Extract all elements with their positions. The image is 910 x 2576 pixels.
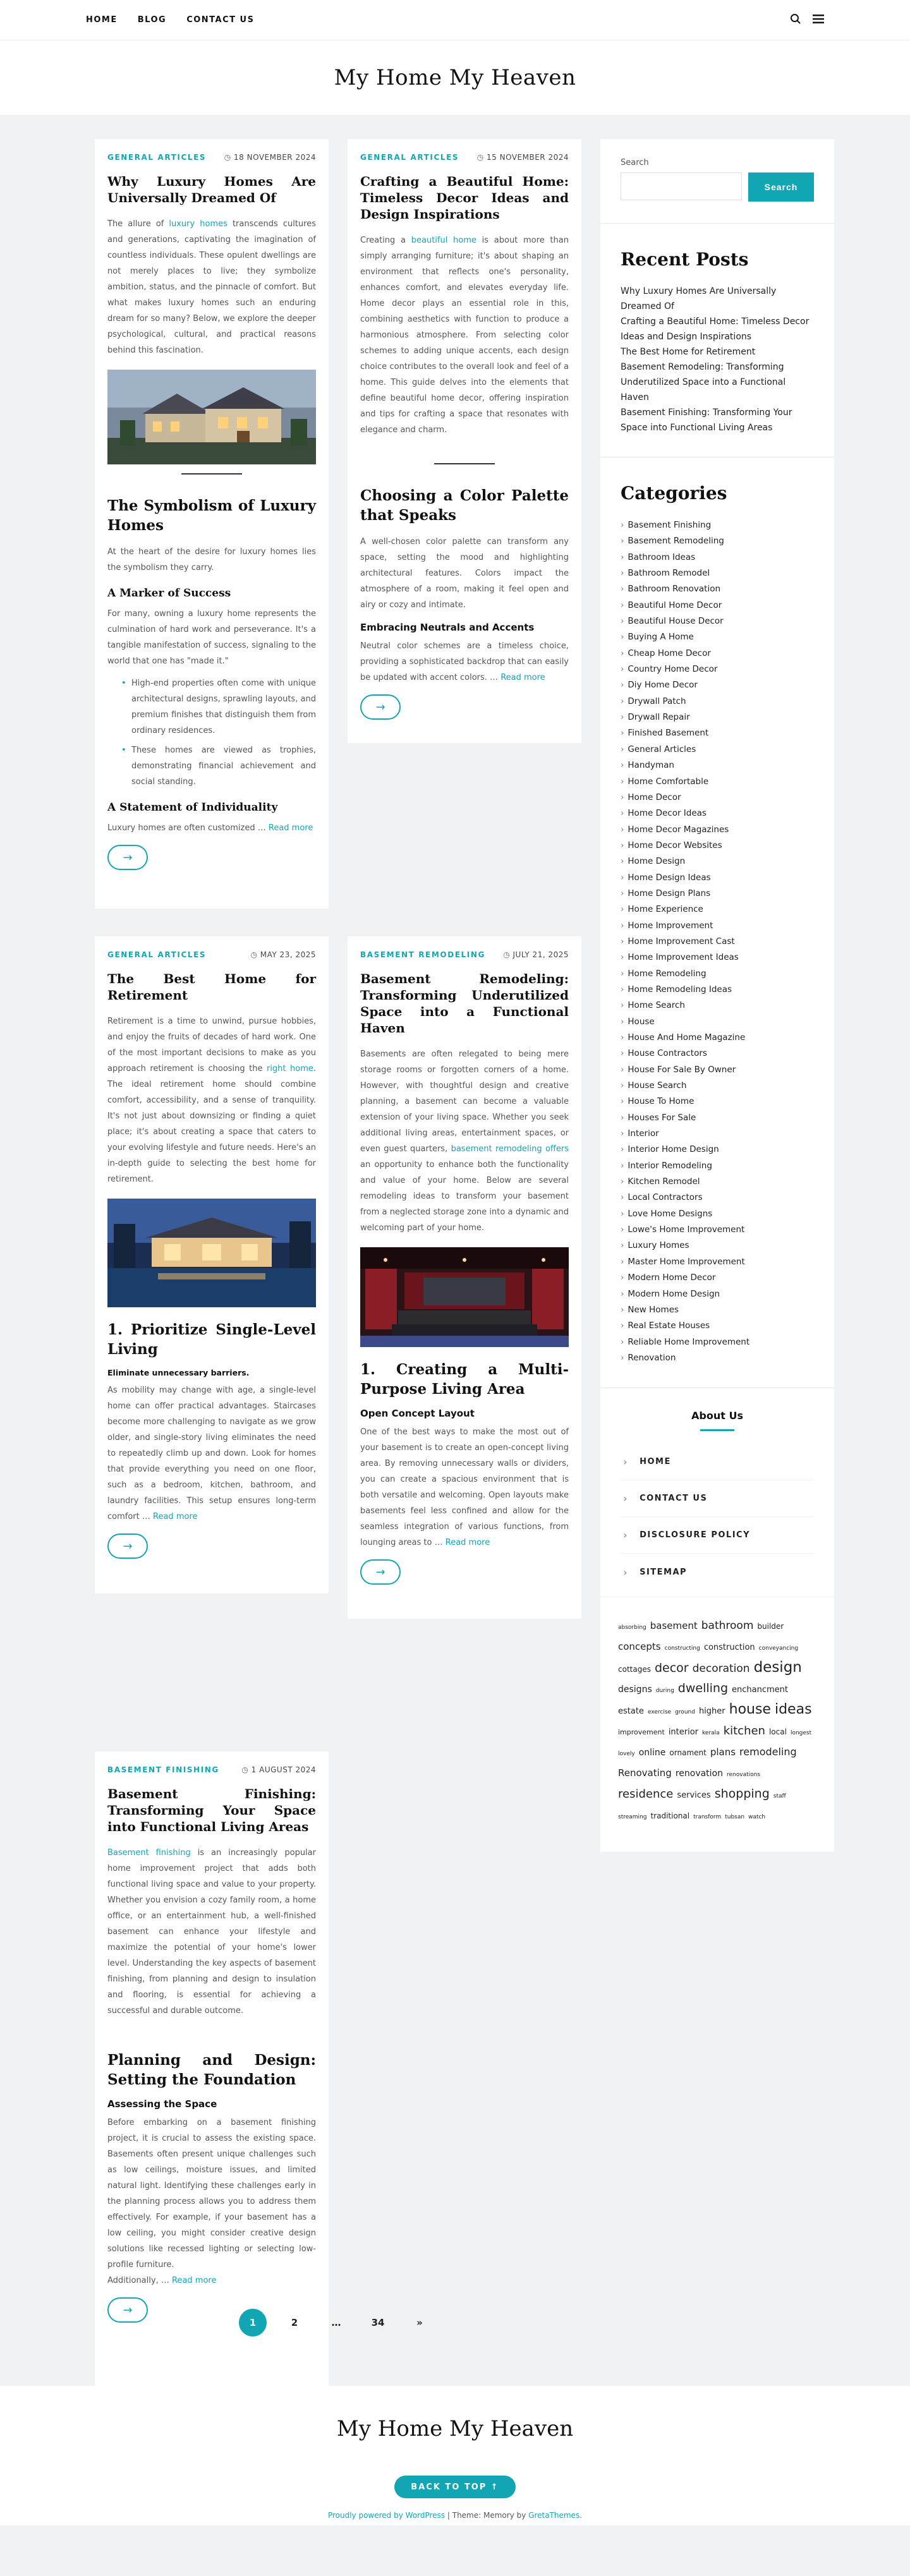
tag-link[interactable]: services [677, 1791, 711, 1801]
post-paragraph [107, 1382, 316, 1525]
post-heading: Planning and Design: Setting the Foundation [107, 2052, 316, 2088]
tag-link[interactable]: conveyancing [758, 1645, 799, 1652]
post-heading: 1. Creating a Multi-Purpose Living Area [360, 1361, 569, 1398]
category-link[interactable]: › Home Remodeling [621, 966, 814, 982]
tag-link[interactable]: traditional [650, 1811, 690, 1821]
tag-link[interactable]: improvement [618, 1728, 665, 1737]
tag-link[interactable]: ornament [669, 1748, 707, 1758]
post-title[interactable]: Basement Remodeling: Transforming Underutilized Space into a Functional Haven [360, 971, 569, 1036]
category-link[interactable]: › Drywall Patch [621, 694, 814, 710]
search-widget [600, 139, 834, 224]
excerpt-text: As mobility may change with age, a single-level home can offer practical advantages. Staircases become more challenging to navigate as we grow older, and single-story living eliminates the need to repeatedly climb up and down. Look for homes that provide everything you need on one floor, such as a bedroom, kitchen, bathroom, and laundry facilities. This setup ensures long-term comfort … [107, 1386, 316, 1521]
tag-link[interactable]: plans [710, 1746, 736, 1758]
post-excerpt [360, 1046, 569, 1236]
category-link[interactable]: › Home Design Ideas [621, 870, 814, 886]
category-link[interactable]: › Finished Basement [621, 725, 814, 741]
arrow-right-icon: → [375, 700, 385, 714]
post-date[interactable]: ◷ MAY 23, 2025 [250, 950, 316, 959]
category-list [621, 517, 814, 1366]
post-paragraph [107, 2273, 316, 2289]
site-footer [0, 2386, 910, 2525]
chevron-right-icon: › [623, 1566, 629, 1578]
post-subheading: Embracing Neutrals and Accents [360, 622, 535, 633]
tag-link[interactable]: Renovating [618, 1767, 672, 1779]
category-link[interactable]: › Home Decor Ideas [621, 806, 814, 821]
category-link[interactable]: › Diy Home Decor [621, 677, 814, 693]
tag-link[interactable]: basement [650, 1620, 698, 1632]
category-link[interactable]: › Interior Home Design [621, 1142, 814, 1158]
tag-link[interactable]: ideas [774, 1702, 812, 1718]
post-title[interactable]: The Best Home for Retirement [107, 971, 316, 1003]
tag-link[interactable]: enchancment [732, 1685, 789, 1695]
category-link[interactable]: › Bathroom Renovation [621, 581, 814, 597]
arrow-right-icon: → [123, 850, 133, 864]
post-subheading: Open Concept Layout [360, 1408, 475, 1419]
tag-link[interactable]: during [655, 1688, 674, 1695]
excerpt-text: Luxury homes are often customized … [107, 823, 266, 833]
search-button[interactable]: Search [748, 172, 814, 202]
category-link[interactable]: › New Homes [621, 1302, 814, 1318]
recent-post-link[interactable]: The Best Home for Retirement [621, 347, 756, 357]
category-link[interactable]: › Home Decor [621, 790, 814, 806]
excerpt-text: The allure of [107, 219, 164, 229]
tag-link[interactable]: remodeling [739, 1746, 797, 1758]
post-excerpt [107, 216, 316, 358]
category-link[interactable]: › Lowe's Home Improvement [621, 1222, 814, 1238]
arrow-right-icon: → [123, 1539, 133, 1553]
category-link[interactable]: › Reliable Home Improvement [621, 1334, 814, 1350]
category-link[interactable]: › Home Remodeling Ideas [621, 982, 814, 998]
post-category[interactable]: GENERAL ARTICLES [107, 950, 207, 959]
tag-link[interactable]: renovation [675, 1769, 723, 1779]
category-link[interactable]: › Buying A Home [621, 629, 814, 645]
wordpress-link[interactable]: Proudly powered by WordPress [327, 2511, 446, 2520]
tag-link[interactable]: watch [748, 1814, 766, 1821]
about-link-label: HOME [640, 1457, 671, 1467]
post-card [95, 139, 329, 909]
read-more-link[interactable]: Read more [445, 1538, 490, 1547]
category-link[interactable]: › Modern Home Design [621, 1286, 814, 1302]
tag-link[interactable]: estate [618, 1707, 644, 1717]
read-more-link[interactable]: Read more [153, 1512, 198, 1521]
content-area [95, 115, 815, 2386]
post-subheading: A Statement of Individuality [107, 801, 278, 814]
excerpt-text: One of the best ways to make the most out of your basement is to create an open-concept living area. By removing unnecessary walls or dividers, you can create a spacious environment that is both versatile and welcoming. Open layouts make basements feel less confined and allow for the seamless integration of various functions, from lounging areas to … [360, 1427, 569, 1547]
post-excerpt [107, 1845, 316, 2019]
post-title[interactable]: Why Luxury Homes Are Universally Dreamed Of [107, 174, 316, 205]
post-subheading: Eliminate unnecessary barriers. [107, 1368, 250, 1377]
category-link[interactable]: › Real Estate Houses [621, 1318, 814, 1334]
excerpt-text: Additionally, … [107, 2276, 169, 2285]
post-heading: Choosing a Color Palette that Speaks [360, 487, 569, 524]
category-link[interactable]: › Home Comfortable [621, 774, 814, 790]
about-link-home[interactable] [621, 1444, 814, 1480]
tag-link[interactable]: residence [618, 1787, 674, 1801]
post-title[interactable]: Basement Finishing: Transforming Your Space into Functional Living Areas [107, 1786, 316, 1834]
post-paragraph: For many, owning a luxury home represents the culmination of hard work and perseverance. It's a tangible manifestation of success, signaling to the world that one has "made it." [107, 609, 316, 666]
category-link[interactable]: › Kitchen Remodel [621, 1174, 814, 1190]
page-link[interactable]: 2 [291, 2317, 298, 2328]
credit-text: | Theme: Memory by [445, 2511, 529, 2520]
theme-author-link[interactable]: GretaThemes [528, 2511, 580, 2520]
category-link[interactable]: › Beautiful House Decor [621, 614, 814, 629]
chevron-right-icon: › [623, 1456, 629, 1468]
search-label: Search [621, 158, 649, 167]
excerpt-text: Basements are often relegated to being mere storage rooms or forgotten corners of a home. However, with thoughtful design and creative planning, a basement can become a valuable extension of your living space. Whether you seek additional living areas, entertainment spaces, or even guest quarters, [360, 1049, 569, 1154]
tag-link[interactable]: transform [693, 1814, 722, 1821]
post-heading: 1. Prioritize Single-Level Living [107, 1321, 316, 1358]
post-date[interactable]: ◷ 15 NOVEMBER 2024 [477, 153, 569, 162]
about-link-label: CONTACT US [640, 1494, 708, 1504]
tag-link[interactable]: decor [654, 1661, 689, 1676]
tag-link[interactable]: construction [703, 1643, 755, 1653]
tag-link[interactable]: kerala [702, 1730, 720, 1737]
post-thumbnail[interactable] [107, 370, 316, 464]
post-card [348, 139, 581, 743]
tag-link[interactable]: constructing [664, 1645, 700, 1652]
category-link[interactable]: › Renovation [621, 1350, 814, 1366]
tag-link[interactable]: higher [698, 1707, 725, 1717]
about-link-sitemap[interactable] [621, 1554, 814, 1590]
divider [434, 463, 495, 464]
post-card [95, 936, 329, 1593]
category-link[interactable]: › Home Decor Websites [621, 838, 814, 854]
category-link[interactable]: › General Articles [621, 742, 814, 758]
category-link[interactable]: › Love Home Designs [621, 1206, 814, 1222]
tag-link[interactable]: streaming [618, 1814, 647, 1821]
post-paragraph: A well-chosen color palette can transform any space, setting the mood and highlighting architectural features. Colors impact the atmosphere of a room, making it feel open and airy or cozy and intimate. [360, 537, 569, 610]
tag-link[interactable]: absorbing [618, 1624, 646, 1631]
excerpt-text: . The ideal retirement home should combine comfort, accessibility, and a sense of tranquility. It's not just about downsizing or finding a quiet place; it's about creating a space that caters to your evolving lifestyle and future needs. Here's an in-depth guide to selecting the best home for retirement. [107, 1064, 316, 1184]
tag-link[interactable]: ground [675, 1709, 695, 1716]
post-thumbnail[interactable] [360, 1247, 569, 1347]
post-category[interactable]: GENERAL ARTICLES [360, 153, 459, 162]
category-link[interactable]: › Modern Home Decor [621, 1270, 814, 1286]
inline-link[interactable]: beautiful home [411, 236, 476, 245]
search-input[interactable] [621, 172, 742, 200]
category-link[interactable]: › Home Improvement Ideas [621, 950, 814, 965]
inline-link[interactable]: Basement finishing [107, 1848, 191, 1858]
tag-link[interactable]: house [729, 1702, 771, 1718]
recent-post-link[interactable]: Why Luxury Homes Are Universally Dreamed Of [621, 286, 777, 311]
tag-link[interactable]: local [768, 1727, 787, 1737]
post-excerpt [360, 233, 569, 438]
pagination [95, 2309, 578, 2337]
continue-arrow-button[interactable] [360, 1559, 401, 1585]
category-link[interactable]: › Home Design Plans [621, 886, 814, 902]
about-link-contact[interactable] [621, 1480, 814, 1517]
menu-icon[interactable] [813, 14, 824, 27]
recent-post-link[interactable]: Crafting a Beautiful Home: Timeless Decor Ideas and Design Inspirations [621, 317, 810, 342]
post-title[interactable]: Crafting a Beautiful Home: Timeless Decor Ideas and Design Inspirations [360, 174, 569, 222]
page-link[interactable]: 34 [371, 2317, 385, 2328]
site-title[interactable]: My Home My Heaven [334, 65, 576, 90]
post-date[interactable]: ◷ 1 AUGUST 2024 [241, 1765, 316, 1774]
category-link[interactable]: › Bathroom Ideas [621, 550, 814, 565]
credit-text: . [579, 2511, 583, 2520]
category-link[interactable]: › Home Improvement [621, 918, 814, 934]
category-link[interactable]: › Master Home Improvement [621, 1254, 814, 1270]
category-link[interactable]: › Beautiful Home Decor [621, 598, 814, 614]
tag-link[interactable]: bathroom [701, 1619, 754, 1633]
tag-link[interactable]: renovations [727, 1772, 761, 1779]
nav-home[interactable]: HOME [86, 15, 118, 25]
excerpt-text: is an increasingly popular home improvement project that adds both functional living space and value to your property. Whether you envision a cozy family room, a home office, or an entertainment hub, a well-finished basement can enhance your lifestyle and maximize the potential of your home's lower level. Understanding the key aspects of basement finishing, from planning and design to insulation and flooring, is essential for achieving a successful and durable outcome. [107, 1848, 316, 2016]
category-link[interactable]: › House To Home [621, 1094, 814, 1110]
widget-title: About Us [691, 1410, 743, 1422]
tag-link[interactable]: longest [790, 1730, 812, 1737]
post-paragraph: Before embarking on a basement finishing project, it is crucial to assess the existing space. Basements often present unique challenges such as low ceilings, moisture issues, and limited natural light. Identifying these challenges early in the planning process allows you to address them effectively. For example, if your basement has a low ceiling, you might consider creative design solutions like recessed lighting or selecting low-profile furniture. [107, 2118, 316, 2270]
tag-link[interactable]: concepts [618, 1641, 661, 1653]
category-link[interactable]: › Drywall Repair [621, 710, 814, 725]
category-link[interactable]: › Home Decor Magazines [621, 822, 814, 838]
category-link[interactable]: › House Search [621, 1078, 814, 1094]
chevron-right-icon: › [623, 1492, 629, 1505]
widget-title: Recent Posts [621, 249, 749, 270]
category-link[interactable]: › House Contractors [621, 1046, 814, 1061]
tag-cloud [600, 1597, 834, 1852]
category-link[interactable]: › Home Improvement Cast [621, 934, 814, 950]
read-more-link[interactable]: Read more [171, 2276, 217, 2285]
widget-title: Categories [621, 483, 727, 504]
excerpt-text: Retirement is a time to unwind, pursue hobbies, and enjoy the fruits of decades of hard work. One of the most important decisions to make as you approach retirement is choosing the [107, 1017, 316, 1073]
page-ellipsis: … [331, 2317, 341, 2328]
page-current[interactable]: 1 [239, 2309, 267, 2337]
primary-menu [86, 15, 254, 25]
post-category[interactable]: BASEMENT FINISHING [107, 1765, 219, 1774]
post-date[interactable]: ◷ JULY 21, 2025 [503, 950, 569, 959]
category-link[interactable]: › Luxury Homes [621, 1238, 814, 1254]
category-link[interactable]: › Interior Remodeling [621, 1158, 814, 1174]
excerpt-text: Neutral color schemes are a timeless choice, providing a sophisticated backdrop that can easily be updated with accent colors. … [360, 641, 569, 682]
top-navbar [0, 0, 910, 40]
tag-link[interactable]: cottages [618, 1665, 651, 1674]
footer-site-title[interactable]: My Home My Heaven [336, 2416, 574, 2441]
post-subheading: A Marker of Success [107, 587, 231, 600]
tag-link[interactable]: exercise [647, 1709, 672, 1716]
sidebar [600, 139, 834, 1852]
post-date[interactable]: ◷ 18 NOVEMBER 2024 [224, 153, 316, 162]
inline-link[interactable]: basement remodeling offers [451, 1144, 569, 1154]
post-paragraph [360, 1424, 569, 1551]
category-link[interactable]: › Basement Finishing [621, 517, 814, 533]
continue-arrow-button[interactable] [360, 694, 401, 720]
inline-link[interactable]: right home [266, 1064, 313, 1073]
category-link[interactable]: › Basement Remodeling [621, 533, 814, 549]
nav-blog[interactable]: BLOG [137, 15, 167, 25]
divider [181, 473, 242, 475]
category-link[interactable]: › Bathroom Remodel [621, 565, 814, 581]
tag-link[interactable]: staff [773, 1793, 786, 1800]
category-link[interactable]: › Home Search [621, 998, 814, 1013]
tag-link[interactable]: design [753, 1659, 802, 1676]
category-link[interactable]: › Country Home Decor [621, 662, 814, 677]
post-paragraph [107, 820, 316, 836]
post-subheading: Assessing the Space [107, 2098, 217, 2110]
arrow-right-icon: → [375, 1565, 385, 1579]
excerpt-text: transcends cultures and generations, captivating the imagination of countless individuals. These opulent dwellings are not merely places to live; they symbolize ambition, status, and the pinnacle of comfort. But what makes luxury homes such an enduring dream for so many? Below, we explore the deeper psychological, cultural, and practical reasons behind this fascination. [107, 219, 316, 355]
post-paragraph: At the heart of the desire for luxury homes lies the symbolism they carry. [107, 547, 316, 572]
continue-arrow-button[interactable] [107, 845, 148, 870]
about-link-label: SITEMAP [640, 1567, 688, 1577]
bullet-list [131, 675, 316, 790]
post-category[interactable]: GENERAL ARTICLES [107, 153, 207, 162]
continue-arrow-button[interactable] [107, 1533, 148, 1559]
tag-link[interactable]: tubsan [725, 1814, 745, 1821]
category-link[interactable]: › House And Home Magazine [621, 1030, 814, 1046]
search-icon[interactable] [790, 13, 801, 27]
list-item: • These homes are viewed as trophies, demonstrating financial achievement and social standing. [131, 742, 316, 790]
tag-link[interactable]: designs [618, 1684, 652, 1695]
tag-link[interactable]: shopping [714, 1787, 770, 1801]
arrow-right-icon: → [123, 2303, 133, 2317]
footer-credit [0, 2511, 910, 2520]
post-card [95, 1751, 329, 2386]
category-link[interactable]: › Houses For Sale [621, 1110, 814, 1126]
title-underline [700, 1429, 734, 1431]
about-link-disclosure[interactable] [621, 1517, 814, 1554]
recent-post-link[interactable]: Basement Remodeling: Transforming Underutilized Space into a Functional Haven [621, 362, 786, 402]
tag-link[interactable]: builder [757, 1622, 784, 1631]
read-more-link[interactable]: Read more [268, 823, 313, 833]
recent-post-link[interactable]: Basement Finishing: Transforming Your Space into Functional Living Areas [621, 408, 792, 433]
tag-link[interactable]: online [638, 1748, 666, 1758]
post-category[interactable]: BASEMENT REMODELING [360, 950, 485, 959]
categories-widget [600, 457, 834, 1388]
inline-link[interactable]: luxury homes [169, 219, 228, 229]
about-widget [600, 1388, 834, 1597]
category-link[interactable]: › Cheap Home Decor [621, 646, 814, 662]
tag-link[interactable]: decoration [692, 1662, 750, 1676]
back-to-top-button[interactable]: BACK TO TOP ↑ [394, 2476, 516, 2498]
chevron-right-icon: › [623, 1529, 629, 1542]
category-link[interactable]: › Home Experience [621, 902, 814, 917]
recent-posts-widget [600, 224, 834, 457]
site-branding [0, 40, 910, 115]
nav-contact-us[interactable]: CONTACT US [186, 15, 255, 25]
read-more-link[interactable]: Read more [500, 673, 545, 682]
excerpt-text: Creating a [360, 236, 406, 245]
category-link[interactable]: › Local Contractors [621, 1190, 814, 1206]
category-link[interactable]: › House For Sale By Owner [621, 1062, 814, 1078]
tag-link[interactable]: interior [668, 1727, 699, 1738]
post-excerpt [107, 1013, 316, 1187]
list-item: • High-end properties often come with unique architectural designs, sprawling layouts, and premium finishes that distinguish them from ordinary residences. [131, 675, 316, 739]
category-link[interactable]: › House [621, 1014, 814, 1030]
post-thumbnail[interactable] [107, 1199, 316, 1307]
category-link[interactable]: › Handyman [621, 758, 814, 773]
about-link-label: DISCLOSURE POLICY [640, 1530, 750, 1540]
tag-link[interactable]: kitchen [723, 1724, 765, 1738]
post-paragraph [360, 638, 569, 686]
excerpt-text: is about more than simply arranging furniture; it's about shaping an environment that reflects one's personality, enhances comfort, and elevates everyday life. Home decor plays an essential role in this, combining aesthetics with function to produce a harmonious atmosphere. From selecting color schemes to adding unique accents, each design choice contributes to the overall look and feel of a home. This guide delves into the elements that define beautiful home decor, offering inspiration and tips for crafting a space that resonates with elegance and charm. [360, 236, 569, 435]
category-link[interactable]: › Interior [621, 1126, 814, 1142]
post-heading: The Symbolism of Luxury Homes [107, 497, 316, 534]
excerpt-text: an opportunity to enhance both the functionality and value of your home. Below are several remodeling ideas to transform your basement from a neglected storage zone into a dynamic and welcoming part of your home. [360, 1160, 569, 1233]
tag-link[interactable]: dwelling [677, 1681, 729, 1696]
next-page-button[interactable]: » [416, 2317, 423, 2328]
tag-link[interactable]: lovely [618, 1751, 635, 1758]
post-card [348, 936, 581, 1619]
category-link[interactable]: › Home Design [621, 854, 814, 869]
